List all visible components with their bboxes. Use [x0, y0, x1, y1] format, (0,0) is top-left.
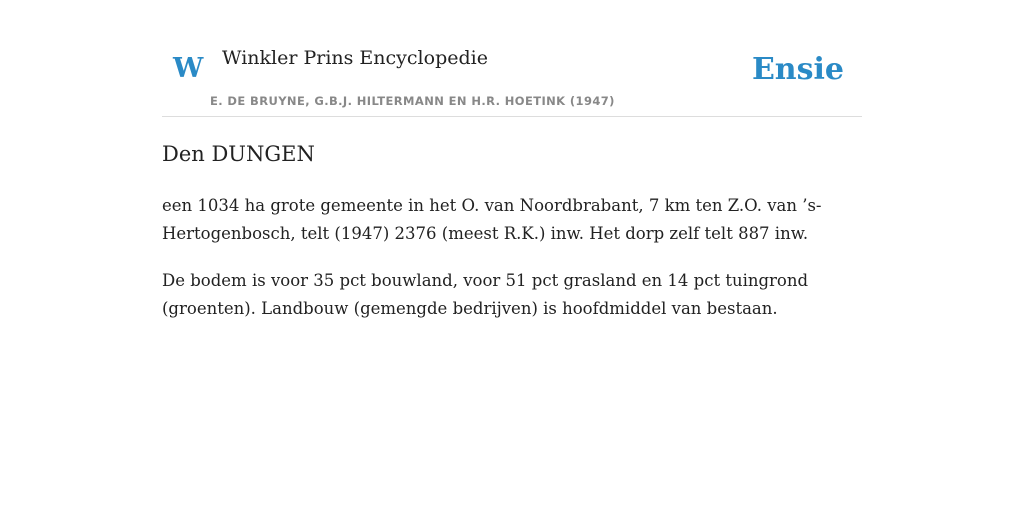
ensie-logo-link[interactable]: Ensie: [751, 52, 844, 87]
book-title-link[interactable]: Winkler Prins Encyclopedie: [222, 47, 488, 69]
header: [162, 0, 862, 117]
article-paragraph: De bodem is voor 35 pct bouwland, voor 51 pct grasland en 14 pct tuingrond (groenten). Landbouw (gemengde bedrijven) is hoofdmiddel van bestaan.: [162, 271, 809, 318]
encyclopedia-logo[interactable]: W: [173, 53, 204, 84]
article-title: Den DUNGEN: [162, 142, 315, 166]
book-authors: E. DE BRUYNE, G.B.J. HILTERMANN EN H.R. HOETINK (1947): [210, 94, 615, 108]
article: [162, 138, 862, 323]
article-paragraph: een 1034 ha grote gemeente in het O. van Noordbrabant, 7 km ten Z.O. van ’s-Hertogenbosch, telt (1947) 2376 (meest R.K.) inw. Het dorp zelf telt 887 inw.: [162, 196, 822, 243]
